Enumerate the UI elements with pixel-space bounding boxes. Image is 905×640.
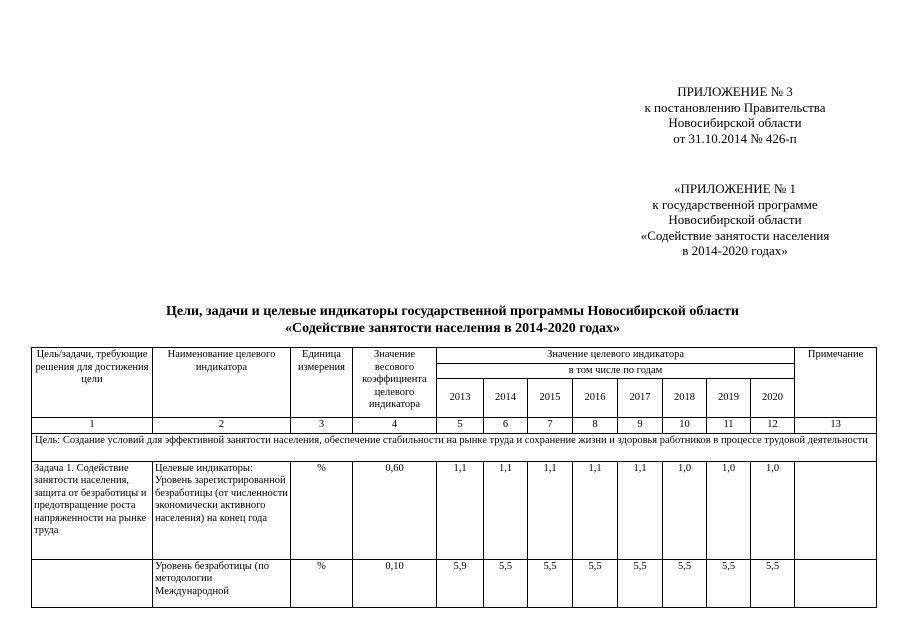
column-number: 10 <box>663 418 707 434</box>
appendix-1-line: «Содействие занятости населения <box>640 227 830 243</box>
table-row <box>32 559 877 607</box>
column-number: 3 <box>291 418 353 434</box>
header-year: 2018 <box>663 379 707 418</box>
header-year: 2019 <box>707 379 751 418</box>
header-indicator-name: Наименование целевого индикатора <box>153 348 291 418</box>
task-cell: Задача 1. Содействие занятости населения, защита от безработицы и предотвращение роста напряженности на рынке труда <box>32 461 153 559</box>
appendix-3-line: к постановлению Правительства <box>644 99 826 115</box>
appendix-3-line: от 31.10.2014 № 426-п <box>673 130 797 146</box>
appendix-1-line: к государственной программе <box>652 196 818 212</box>
document-title-line-1: Цели, задачи и целевые индикаторы государственной программы Новосибирской области <box>166 304 739 319</box>
weight-cell: 0,60 <box>353 461 437 559</box>
header-row <box>32 348 877 364</box>
header-value-group: Значение целевого индикатора <box>437 348 795 364</box>
column-number: 4 <box>353 418 437 434</box>
task-cell <box>32 559 153 607</box>
appendix-1-line: в 2014-2020 годах» <box>682 243 788 258</box>
unit-cell: % <box>291 461 353 559</box>
column-number: 2 <box>153 418 291 434</box>
year-value-cell: 1,1 <box>528 461 573 559</box>
header-year: 2020 <box>751 379 795 418</box>
year-value-cell: 5,5 <box>618 559 663 607</box>
header-note: Примечание <box>795 348 877 418</box>
header-unit: Единица измерения <box>291 348 353 418</box>
document-title <box>0 303 905 337</box>
year-value-cell: 1,1 <box>573 461 618 559</box>
column-number: 5 <box>437 418 484 434</box>
header-year: 2014 <box>484 379 528 418</box>
header-by-years: в том числе по годам <box>437 363 795 379</box>
goal-row <box>32 433 877 461</box>
note-cell <box>795 559 877 607</box>
column-number: 12 <box>751 418 795 434</box>
header-year: 2016 <box>573 379 618 418</box>
year-value-cell: 5,5 <box>663 559 707 607</box>
header-year: 2013 <box>437 379 484 418</box>
appendix-3-line: Новосибирской области <box>668 115 802 130</box>
column-number: 8 <box>573 418 618 434</box>
year-value-cell: 1,0 <box>751 461 795 559</box>
column-number-row <box>32 418 877 434</box>
document-title-line-2: «Содействие занятости населения в 2014-2020 годах» <box>285 321 620 336</box>
note-cell <box>795 461 877 559</box>
weight-cell: 0,10 <box>353 559 437 607</box>
header-goal-tasks: Цель/задачи, требующие решения для достижения цели <box>32 348 153 418</box>
header-year: 2017 <box>618 379 663 418</box>
column-number: 7 <box>528 418 573 434</box>
table-row <box>32 461 877 559</box>
year-value-cell: 5,5 <box>707 559 751 607</box>
column-number: 1 <box>32 418 153 434</box>
appendix-1-header <box>600 181 870 259</box>
header-year: 2015 <box>528 379 573 418</box>
year-value-cell: 1,1 <box>437 461 484 559</box>
appendix-3-header <box>600 84 870 146</box>
column-number: 11 <box>707 418 751 434</box>
year-value-cell: 1,1 <box>484 461 528 559</box>
column-number: 13 <box>795 418 877 434</box>
year-value-cell: 5,5 <box>751 559 795 607</box>
year-value-cell: 1,1 <box>618 461 663 559</box>
year-value-cell: 5,5 <box>484 559 528 607</box>
year-value-cell: 1,0 <box>663 461 707 559</box>
header-weight: Значение весового коэффициента целевого индикатора <box>353 348 437 418</box>
indicator-cell: Уровень безработицы (по методологии Международной <box>153 559 291 607</box>
appendix-3-line: ПРИЛОЖЕНИЕ № 3 <box>677 84 793 99</box>
year-value-cell: 5,5 <box>528 559 573 607</box>
indicator-cell: Целевые индикаторы: Уровень зарегистрированной безработицы (от численности экономически активного населения) на конец года <box>153 461 291 559</box>
appendix-1-line: Новосибирской области <box>668 212 802 227</box>
goal-text: Цель: Создание условий для эффективной занятости населения, обеспечение стабильности на рынке труда и сохранение жизни и здоровья работников в процессе трудовой деятельности <box>32 433 877 461</box>
year-value-cell: 5,5 <box>573 559 618 607</box>
appendix-1-line: «ПРИЛОЖЕНИЕ № 1 <box>673 181 797 196</box>
year-value-cell: 5,9 <box>437 559 484 607</box>
year-value-cell: 1,0 <box>707 461 751 559</box>
unit-cell: % <box>291 559 353 607</box>
column-number: 9 <box>618 418 663 434</box>
indicators-table <box>31 347 877 608</box>
column-number: 6 <box>484 418 528 434</box>
